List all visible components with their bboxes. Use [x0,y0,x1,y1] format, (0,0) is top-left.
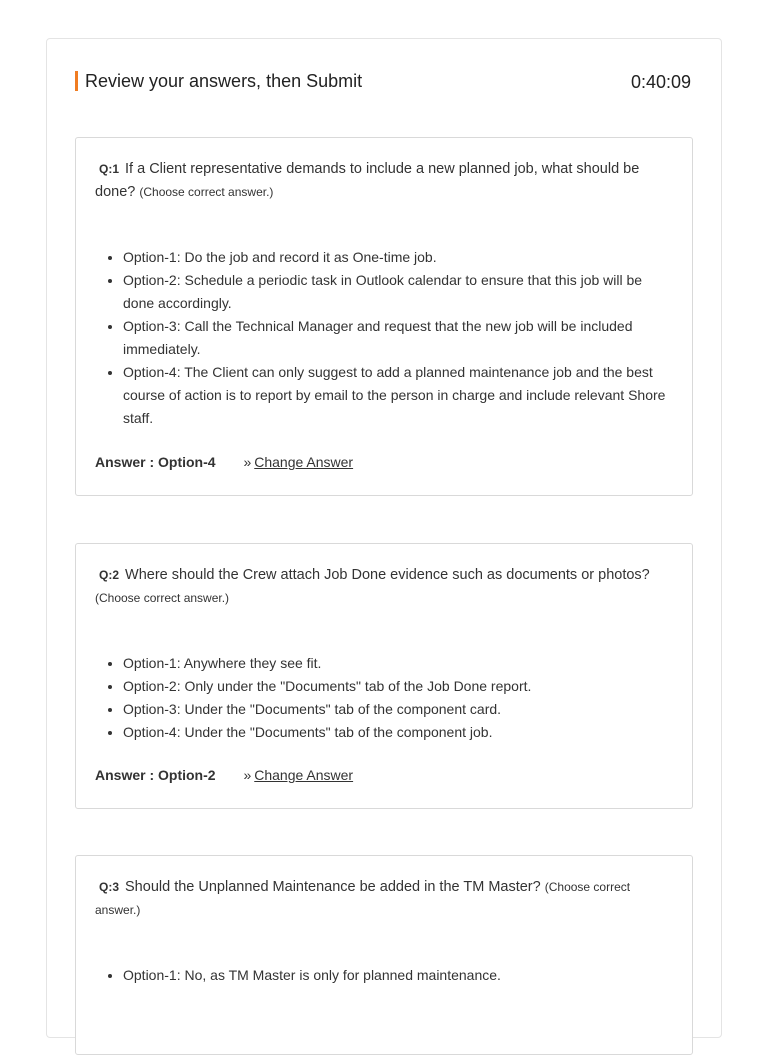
page-title: Review your answers, then Submit [85,71,363,91]
question-number: Q:3 [99,880,120,894]
countdown-timer: 0:40:09 [630,72,691,92]
question-text-3 [95,876,672,922]
option-item: • Option-3: Call the Technical Manager and request that the new job will be included immediately. [123,315,672,361]
answer-prefix: Answer : [95,454,159,470]
title-accent-bar [75,71,78,91]
question-number: Q:1 [99,162,120,176]
question-hint: (Choose correct answer.) [139,185,274,199]
change-answer-wrap [243,767,353,783]
options-list [95,964,672,987]
change-answer-link[interactable]: Change Answer [254,454,354,470]
answer-prefix: Answer : [95,767,159,783]
option-item: • Option-2: Only under the "Documents" tab of the Job Done report. [123,675,672,698]
answer-row [95,452,353,472]
answer-label [95,454,216,470]
question-number: Q:2 [99,568,120,582]
option-item: • Option-1: Do the job and record it as One-time job. [123,246,672,269]
option-item: • Option-1: Anywhere they see fit. [123,652,672,675]
review-panel [46,38,722,1038]
question-prompt: Where should the Crew attach Job Done evidence such as documents or photos? [125,567,650,583]
answer-value: Option-4 [158,454,216,470]
question-text-1 [95,158,672,204]
option-item: • Option-3: Under the "Documents" tab of the component card. [123,698,672,721]
question-card-2 [75,543,693,809]
answer-value: Option-2 [158,767,216,783]
question-hint: (Choose correct answer.) [95,880,631,917]
question-hint: (Choose correct answer.) [95,591,230,605]
option-item: • Option-2: Schedule a periodic task in Outlook calendar to ensure that this job will be done accordingly. [123,269,672,315]
change-answer-wrap [243,454,353,470]
options-list [95,246,672,430]
question-text-2 [95,564,672,610]
question-card-3 [75,855,693,1055]
options-list [95,652,672,744]
change-answer-link[interactable]: Change Answer [254,767,354,783]
double-chevron-right-icon: » [243,767,252,783]
double-chevron-right-icon: » [243,454,252,470]
question-prompt: If a Client representative demands to include a new planned job, what should be done? [95,161,640,200]
review-header [75,69,691,95]
option-item: • Option-1: No, as TM Master is only for planned maintenance. [123,964,672,987]
option-item: • Option-4: Under the "Documents" tab of the component job. [123,721,672,744]
question-card-1 [75,137,693,496]
option-item: • Option-4: The Client can only suggest to add a planned maintenance job and the best course of action is to report by email to the person in charge and include relevant Shore staff. [123,361,672,430]
question-prompt: Should the Unplanned Maintenance be added in the TM Master? [125,879,541,895]
answer-label [95,767,216,783]
answer-row [95,765,353,785]
